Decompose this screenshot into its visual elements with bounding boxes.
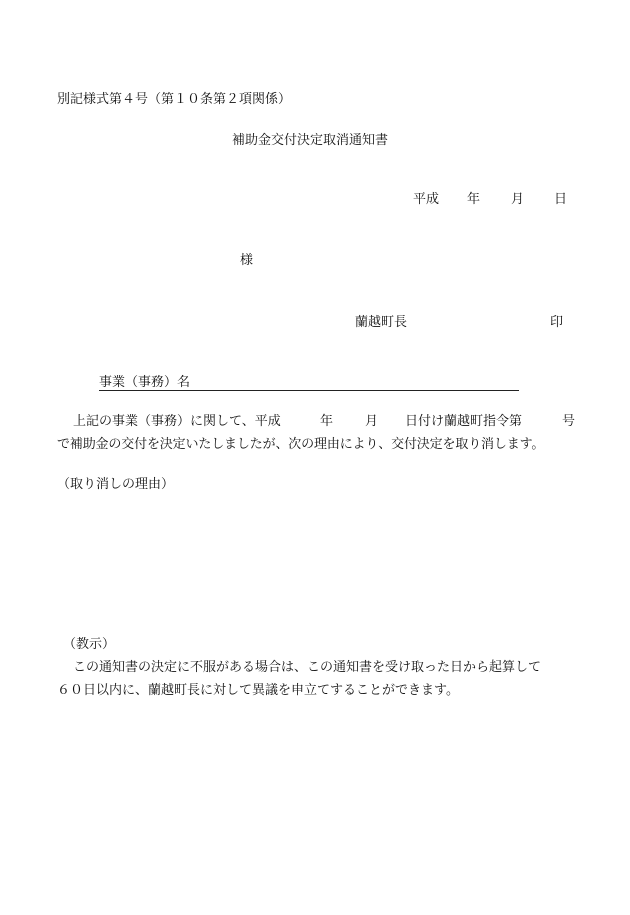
notice-line2: ６０日以内に、蘭越町長に対して異議を申立てすることができます。	[57, 683, 459, 698]
seal-mark: 印	[550, 315, 564, 330]
sender-name: 蘭越町長	[355, 315, 408, 330]
date-month-label: 月	[511, 192, 525, 207]
reason-heading: （取り消しの理由）	[57, 477, 175, 492]
addressee-suffix: 様	[240, 253, 254, 268]
notice-heading: （教示）	[63, 637, 116, 652]
date-year-label: 年	[467, 192, 481, 207]
date-day-label: 日	[554, 192, 568, 207]
project-name-underline	[99, 390, 519, 391]
body-line1-month: 月	[365, 414, 379, 429]
body-line1-number-suffix: 号	[562, 414, 576, 429]
document-title: 補助金交付決定取消通知書	[232, 133, 389, 148]
project-name-label: 事業（事務）名	[99, 375, 191, 390]
body-line1-part1: 上記の事業（事務）に関して、平成	[73, 414, 281, 429]
body-line1-part2: 日付け蘭越町指令第	[405, 414, 523, 429]
form-number: 別記様式第４号（第１０条第２項関係）	[57, 92, 292, 107]
body-line1-year: 年	[320, 414, 334, 429]
date-era: 平成	[413, 192, 440, 207]
body-line2: で補助金の交付を決定いたしましたが、次の理由により、交付決定を取り消します。	[57, 437, 545, 452]
notice-line1: この通知書の決定に不服がある場合は、この通知書を受け取った日から起算して	[73, 660, 542, 675]
